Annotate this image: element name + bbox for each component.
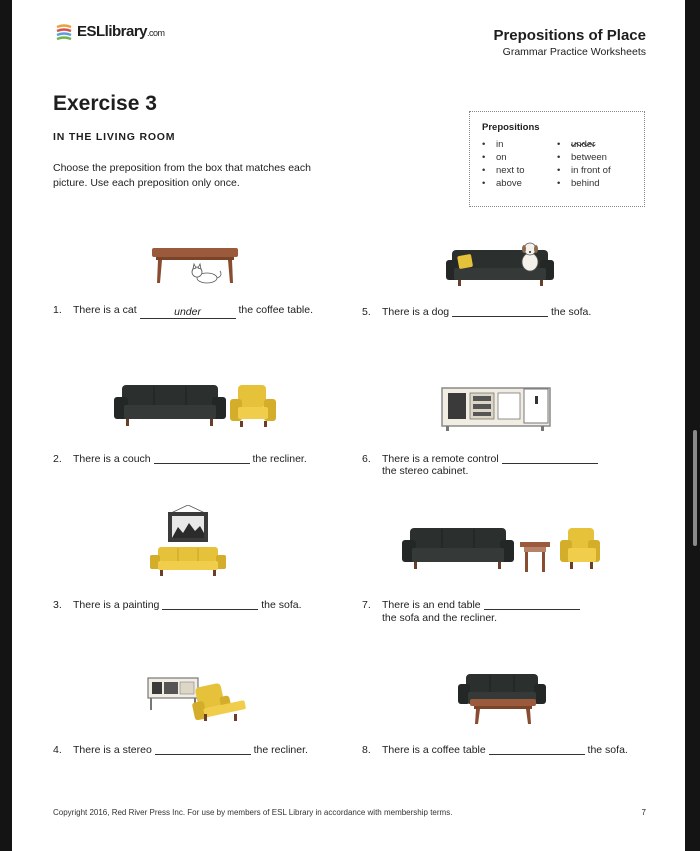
sentence-7-line-2: the sofa and the recliner.: [382, 612, 497, 624]
sentence-1: 1. There is a cat under the coffee table.: [53, 304, 313, 318]
prepositions-column-1: [482, 138, 557, 190]
worksheet-title: Prepositions of Place: [493, 27, 646, 44]
preposition-item: • behind: [557, 177, 632, 190]
page-number: 7: [641, 808, 646, 817]
sentence-6: 6. There is a remote control: [362, 451, 598, 465]
instructions: Choose the preposition from the box that matches each picture. Use each preposition only once.: [53, 162, 311, 189]
picture-cat-under-table: [150, 245, 242, 289]
answer-blank[interactable]: [489, 742, 585, 755]
sentence-7: 7. There is an end table: [362, 597, 580, 611]
scrollbar-thumb[interactable]: [693, 430, 697, 546]
preposition-item: • in front of: [557, 164, 632, 177]
sentence-5: 5. There is a dog the sofa.: [362, 306, 592, 318]
coffee-table: [470, 699, 536, 706]
scrollbar[interactable]: [692, 0, 698, 851]
picture-painting-above-sofa: [148, 505, 228, 577]
answer-blank[interactable]: [162, 597, 258, 610]
picture-couch-next-to-recliner: [112, 381, 280, 431]
prepositions-box-title: Prepositions: [482, 122, 540, 133]
worksheet-subtitle: Grammar Practice Worksheets: [502, 46, 646, 58]
logo-icon: [55, 24, 73, 40]
section-heading: IN THE LIVING ROOM: [53, 131, 176, 143]
cat-icon: [192, 264, 221, 283]
answer-blank[interactable]: [452, 304, 548, 317]
answer-blank[interactable]: under: [140, 306, 236, 319]
sentence-3: 3. There is a painting the sofa.: [53, 599, 302, 611]
picture-end-table-between: [400, 524, 600, 576]
sentence-4: 4. There is a stereo the recliner.: [53, 744, 308, 756]
coffee-table-top: [152, 248, 238, 257]
sentence-8: 8. There is a coffee table the sofa.: [362, 744, 628, 756]
answer-blank[interactable]: [484, 597, 580, 610]
picture-dog-on-sofa: [444, 238, 556, 288]
worksheet-page: [12, 0, 685, 851]
exercise-title: Exercise 3: [53, 92, 157, 115]
preposition-item-used: • under: [557, 138, 632, 151]
logo-text: ESLlibrary.com: [77, 23, 165, 40]
preposition-item: • on: [482, 151, 557, 164]
answer-blank[interactable]: [154, 451, 250, 464]
esl-library-logo[interactable]: [55, 23, 165, 40]
dog-icon: [522, 243, 538, 271]
answer-blank[interactable]: [502, 451, 598, 464]
end-table: [520, 542, 550, 547]
remote-control-icon: [535, 396, 538, 404]
prepositions-box: [469, 111, 645, 207]
prepositions-column-2: [557, 138, 632, 190]
picture-stereo-behind-recliner: [146, 674, 248, 722]
copyright-footer: Copyright 2016, Red River Press Inc. For use by members of ESL Library in accordance with membership terms.: [53, 808, 453, 817]
preposition-item: • in: [482, 138, 557, 151]
picture-coffee-table-in-front: [456, 672, 548, 726]
sentence-2: 2. There is a couch the recliner.: [53, 453, 307, 465]
preposition-item: • next to: [482, 164, 557, 177]
picture-remote-in-cabinet: [440, 386, 556, 432]
answer-blank[interactable]: [155, 742, 251, 755]
preposition-item: • between: [557, 151, 632, 164]
preposition-item: • above: [482, 177, 557, 190]
sentence-6-line-2: the stereo cabinet.: [382, 465, 469, 477]
